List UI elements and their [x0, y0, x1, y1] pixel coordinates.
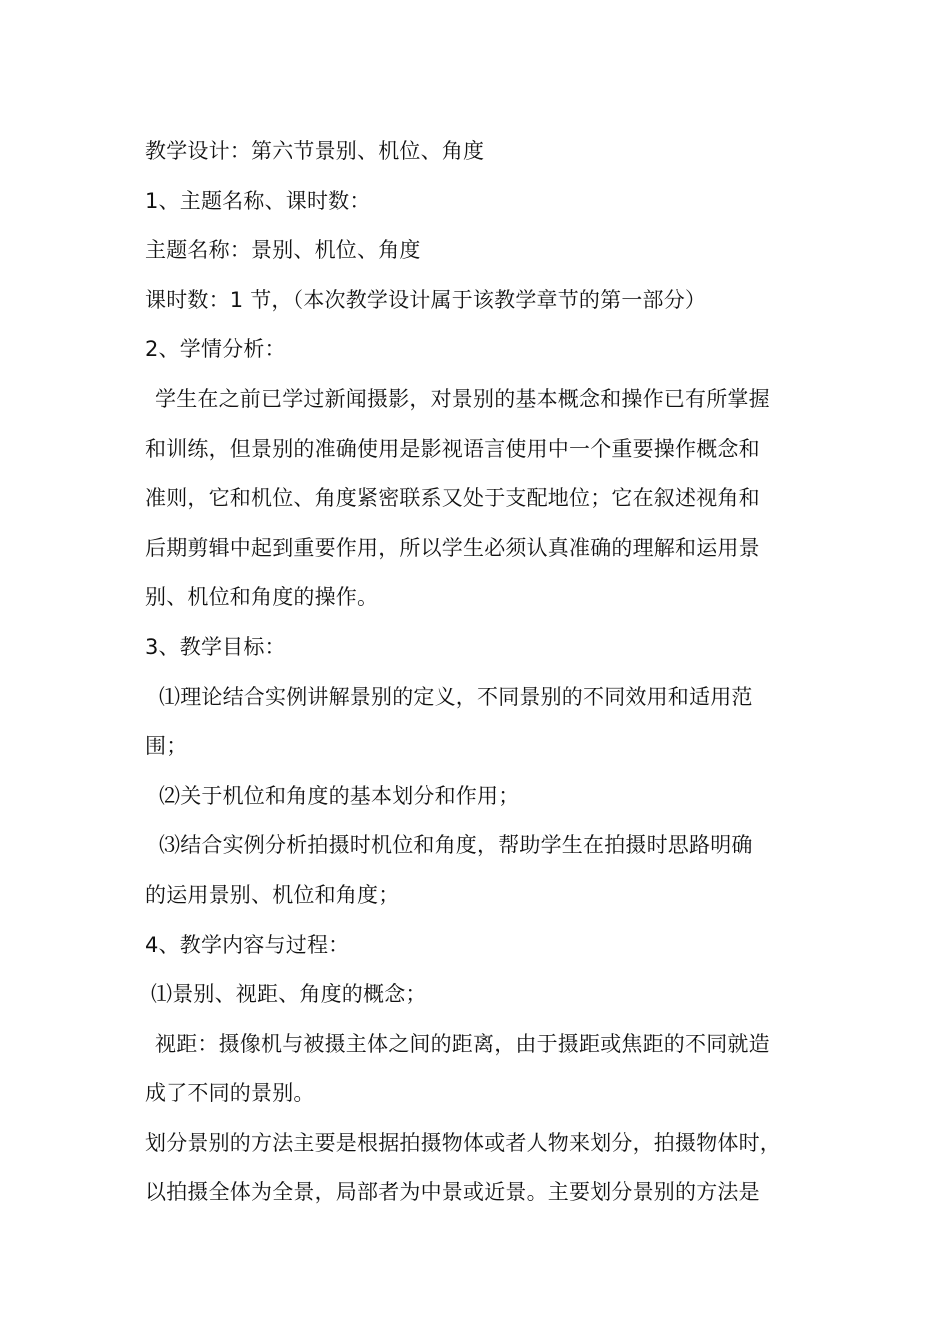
viewing-distance-line-continued: 成了不同的景别。	[145, 1081, 315, 1106]
analysis-paragraph-line: 别、机位和角度的操作。	[145, 585, 379, 610]
analysis-paragraph-line: 准则，它和机位、角度紧密联系又处于支配地位；它在叙述视角和	[145, 486, 760, 511]
section-heading-goals: 3、教学目标：	[145, 634, 286, 659]
shot-division-line: 划分景别的方法主要是根据拍摄物体或者人物来划分，拍摄物体时，	[145, 1130, 781, 1155]
section-heading-content: 4、教学内容与过程：	[145, 932, 350, 957]
goal-item-1: ⑴理论结合实例讲解景别的定义，不同景别的不同效用和适用范	[159, 684, 753, 709]
class-hours: 课时数：1 节，（本次教学设计属于该教学章节的第一部分）	[145, 287, 707, 312]
section-heading-topic: 1、主题名称、课时数：	[145, 188, 371, 213]
section-heading-analysis: 2、学情分析：	[145, 337, 286, 362]
viewing-distance-line: 视距：摄像机与被摄主体之间的距离，由于摄距或焦距的不同就造	[155, 1031, 770, 1056]
goal-item-2: ⑵关于机位和角度的基本划分和作用；	[159, 783, 520, 808]
topic-name: 主题名称：景别、机位、角度	[145, 238, 421, 263]
goal-item-1-continued: 围；	[145, 734, 188, 759]
analysis-paragraph-line: 后期剪辑中起到重要作用，所以学生必须认真准确的理解和运用景	[145, 535, 760, 560]
document-body	[145, 127, 815, 1218]
document-title: 教学设计：第六节景别、机位、角度	[145, 139, 485, 163]
shot-division-line: 以拍摄全体为全景，局部者为中景或近景。主要划分景别的方法是	[145, 1180, 760, 1205]
analysis-paragraph-line: 学生在之前已学过新闻摄影，对景别的基本概念和操作已有所掌握	[155, 386, 770, 411]
goal-item-3-continued: 的运用景别、机位和角度；	[145, 882, 400, 907]
content-item-1: ⑴景别、视距、角度的概念；	[151, 982, 427, 1007]
analysis-paragraph-line: 和训练，但景别的准确使用是影视语言使用中一个重要操作概念和	[145, 436, 760, 461]
goal-item-3: ⑶结合实例分析拍摄时机位和角度，帮助学生在拍摄时思路明确	[159, 833, 753, 858]
